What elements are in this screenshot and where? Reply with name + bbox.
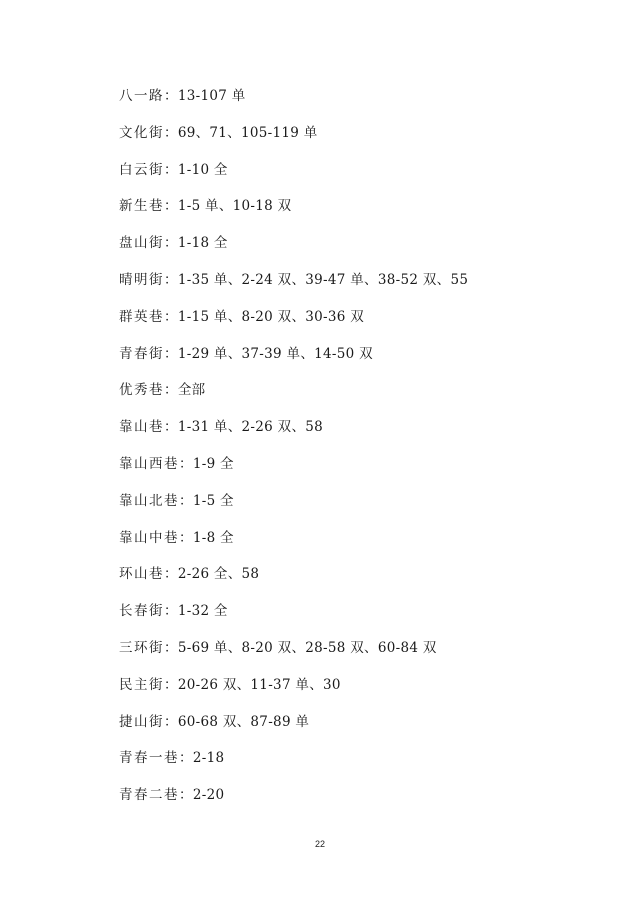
page-number: 22 <box>314 839 325 849</box>
separator: ： <box>164 603 178 620</box>
separator: ： <box>164 271 178 288</box>
house-numbers: 69、71、105-119 单 <box>177 124 318 141</box>
separator: ： <box>164 88 178 104</box>
separator: ： <box>164 566 178 583</box>
street-name: 民主街 <box>119 676 164 693</box>
house-numbers: 1-10 全 <box>177 161 228 178</box>
house-numbers: 2-20 <box>192 787 225 804</box>
street-name: 靠山中巷 <box>119 529 179 546</box>
separator: ： <box>164 308 178 325</box>
street-name: 新生巷 <box>119 198 164 215</box>
separator: ： <box>179 529 193 546</box>
street-name: 优秀巷 <box>119 382 164 399</box>
street-name: 捷山街 <box>119 713 164 730</box>
house-numbers: 1-31 单、2-26 双、58 <box>177 419 324 436</box>
separator: ： <box>164 124 178 141</box>
list-item <box>119 86 599 123</box>
list-item <box>119 307 599 344</box>
separator: ： <box>179 750 193 767</box>
street-number-list <box>119 86 599 822</box>
street-name: 青春一巷 <box>119 750 179 767</box>
street-name: 八一路 <box>119 88 164 104</box>
list-item <box>119 454 599 491</box>
separator: ： <box>164 382 178 399</box>
house-numbers: 1-9 全 <box>192 455 234 472</box>
list-item <box>119 712 599 749</box>
house-numbers: 1-5 全 <box>192 492 234 509</box>
house-numbers: 13-107 单 <box>177 88 246 104</box>
list-item <box>119 601 599 638</box>
separator: ： <box>164 419 178 436</box>
list-item <box>119 344 599 381</box>
house-numbers: 1-29 单、37-39 单、14-50 双 <box>177 345 373 362</box>
list-item <box>119 564 599 601</box>
list-item <box>119 270 599 307</box>
street-name: 白云街 <box>119 161 164 178</box>
street-name: 青春街 <box>119 345 164 362</box>
list-item <box>119 491 599 528</box>
street-name: 群英巷 <box>119 308 164 325</box>
house-numbers: 1-35 单、2-24 双、39-47 单、38-52 双、55 <box>177 271 469 288</box>
street-name: 靠山巷 <box>119 419 164 436</box>
house-numbers: 2-26 全、58 <box>177 566 260 583</box>
list-item <box>119 380 599 417</box>
separator: ： <box>164 161 178 178</box>
street-name: 盘山街 <box>119 235 164 252</box>
street-name: 青春二巷 <box>119 787 179 804</box>
house-numbers: 1-18 全 <box>177 235 228 252</box>
list-item <box>119 417 599 454</box>
separator: ： <box>164 713 178 730</box>
street-name: 靠山西巷 <box>119 455 179 472</box>
separator: ： <box>179 455 193 472</box>
list-item <box>119 748 599 785</box>
separator: ： <box>179 787 193 804</box>
list-item <box>119 196 599 233</box>
separator: ： <box>164 235 178 252</box>
list-item <box>119 123 599 160</box>
separator: ： <box>164 345 178 362</box>
house-numbers: 20-26 双、11-37 单、30 <box>177 676 341 693</box>
list-item <box>119 528 599 565</box>
street-name: 长春街 <box>119 603 164 620</box>
street-name: 文化街 <box>119 124 164 141</box>
house-numbers: 1-5 单、10-18 双 <box>177 198 292 215</box>
house-numbers: 1-8 全 <box>192 529 234 546</box>
street-name: 环山巷 <box>119 566 164 583</box>
separator: ： <box>164 639 178 656</box>
house-numbers: 1-15 单、8-20 双、30-36 双 <box>177 308 365 325</box>
list-item <box>119 675 599 712</box>
separator: ： <box>164 676 178 693</box>
list-item <box>119 160 599 197</box>
list-item <box>119 638 599 675</box>
street-name: 三环街 <box>119 639 164 656</box>
house-numbers: 5-69 单、8-20 双、28-58 双、60-84 双 <box>177 639 437 656</box>
house-numbers: 60-68 双、87-89 单 <box>177 713 310 730</box>
list-item <box>119 233 599 270</box>
house-numbers: 全部 <box>177 382 206 399</box>
separator: ： <box>164 198 178 215</box>
separator: ： <box>179 492 193 509</box>
street-name: 靠山北巷 <box>119 492 179 509</box>
list-item <box>119 785 599 822</box>
house-numbers: 2-18 <box>192 750 225 767</box>
street-name: 晴明街 <box>119 271 164 288</box>
house-numbers: 1-32 全 <box>177 603 228 620</box>
